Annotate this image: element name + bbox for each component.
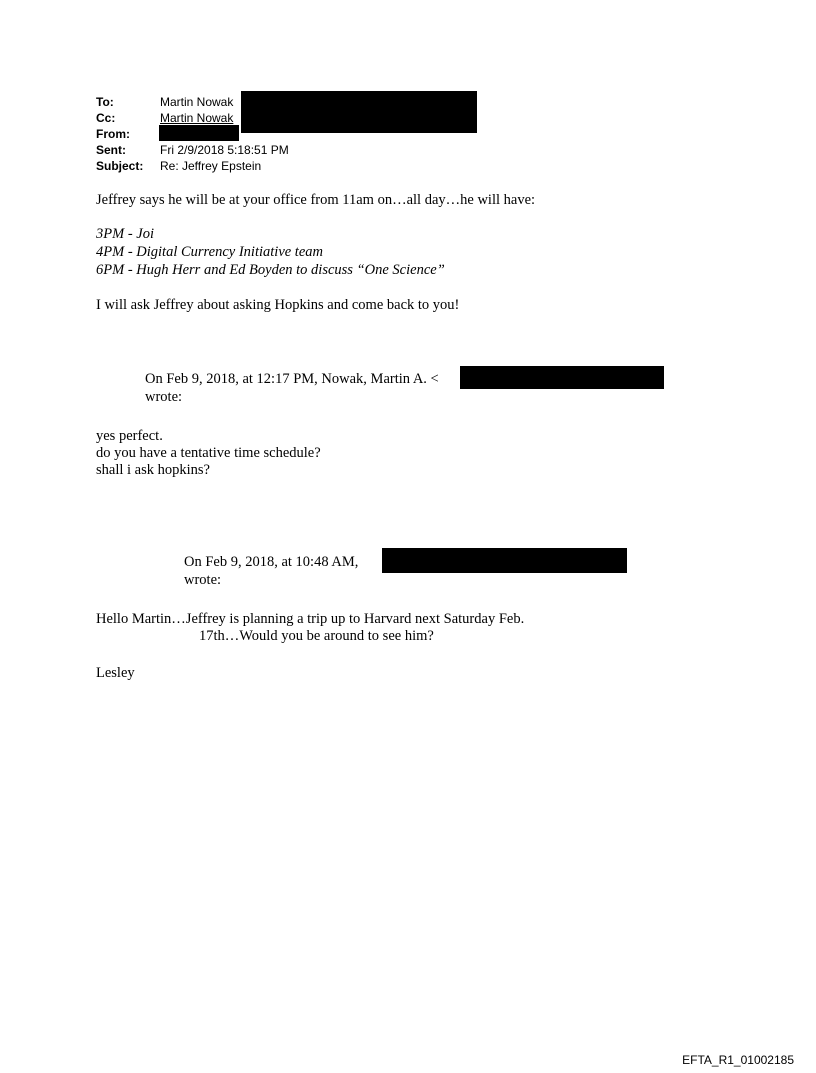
schedule-separator: - <box>124 244 137 260</box>
signature: Lesley <box>96 665 135 681</box>
quote1-line: yes perfect. <box>96 428 163 444</box>
quote2-attribution: On Feb 9, 2018, at 10:48 AM, <box>184 554 359 570</box>
to-value: Martin Nowak <box>160 95 234 109</box>
subject-label: Subject: <box>96 159 144 173</box>
schedule-item <box>96 243 323 261</box>
cc-label: Cc: <box>96 111 116 125</box>
subject-value: Re: Jeffrey Epstein <box>160 159 262 173</box>
redaction-quote1-email <box>460 366 664 389</box>
cc-value: Martin Nowak <box>160 111 234 125</box>
sent-value: Fri 2/9/2018 5:18:51 PM <box>160 143 289 157</box>
schedule-item <box>96 261 445 279</box>
quote1-line: do you have a tentative time schedule? <box>96 445 321 461</box>
schedule-desc: Joi <box>136 226 154 242</box>
quote2-line: Hello Martin…Jeffrey is planning a trip up to Harvard next Saturday Feb. <box>96 611 525 627</box>
schedule-separator: - <box>124 262 137 278</box>
redaction-to-cc <box>241 91 477 133</box>
schedule-time: 3PM <box>96 226 125 242</box>
from-label: From: <box>96 127 130 141</box>
quote1-line: shall i ask hopkins? <box>96 462 210 478</box>
intro-paragraph: Jeffrey says he will be at your office from 11am on…all day…he will have: <box>96 192 536 208</box>
schedule-item <box>96 225 154 243</box>
quote1-wrote: wrote: <box>145 389 183 405</box>
schedule-time: 4PM <box>96 244 125 260</box>
schedule-desc: Hugh Herr and Ed Boyden to discuss “One Science” <box>136 262 445 278</box>
redaction-from <box>159 125 239 141</box>
quote2-wrote: wrote: <box>184 572 222 588</box>
schedule-time: 6PM <box>96 262 125 278</box>
closing-paragraph: I will ask Jeffrey about asking Hopkins and come back to you! <box>96 297 460 313</box>
quote1-attribution: On Feb 9, 2018, at 12:17 PM, Nowak, Martin A. < <box>145 371 439 387</box>
redaction-quote2-sender <box>382 548 627 573</box>
quote2-line: 17th…Would you be around to see him? <box>199 628 434 644</box>
schedule-separator: - <box>124 226 137 242</box>
document-id: EFTA_R1_01002185 <box>682 1053 794 1067</box>
sent-label: Sent: <box>96 143 126 157</box>
schedule-desc: Digital Currency Initiative team <box>136 244 323 260</box>
to-label: To: <box>96 95 114 109</box>
